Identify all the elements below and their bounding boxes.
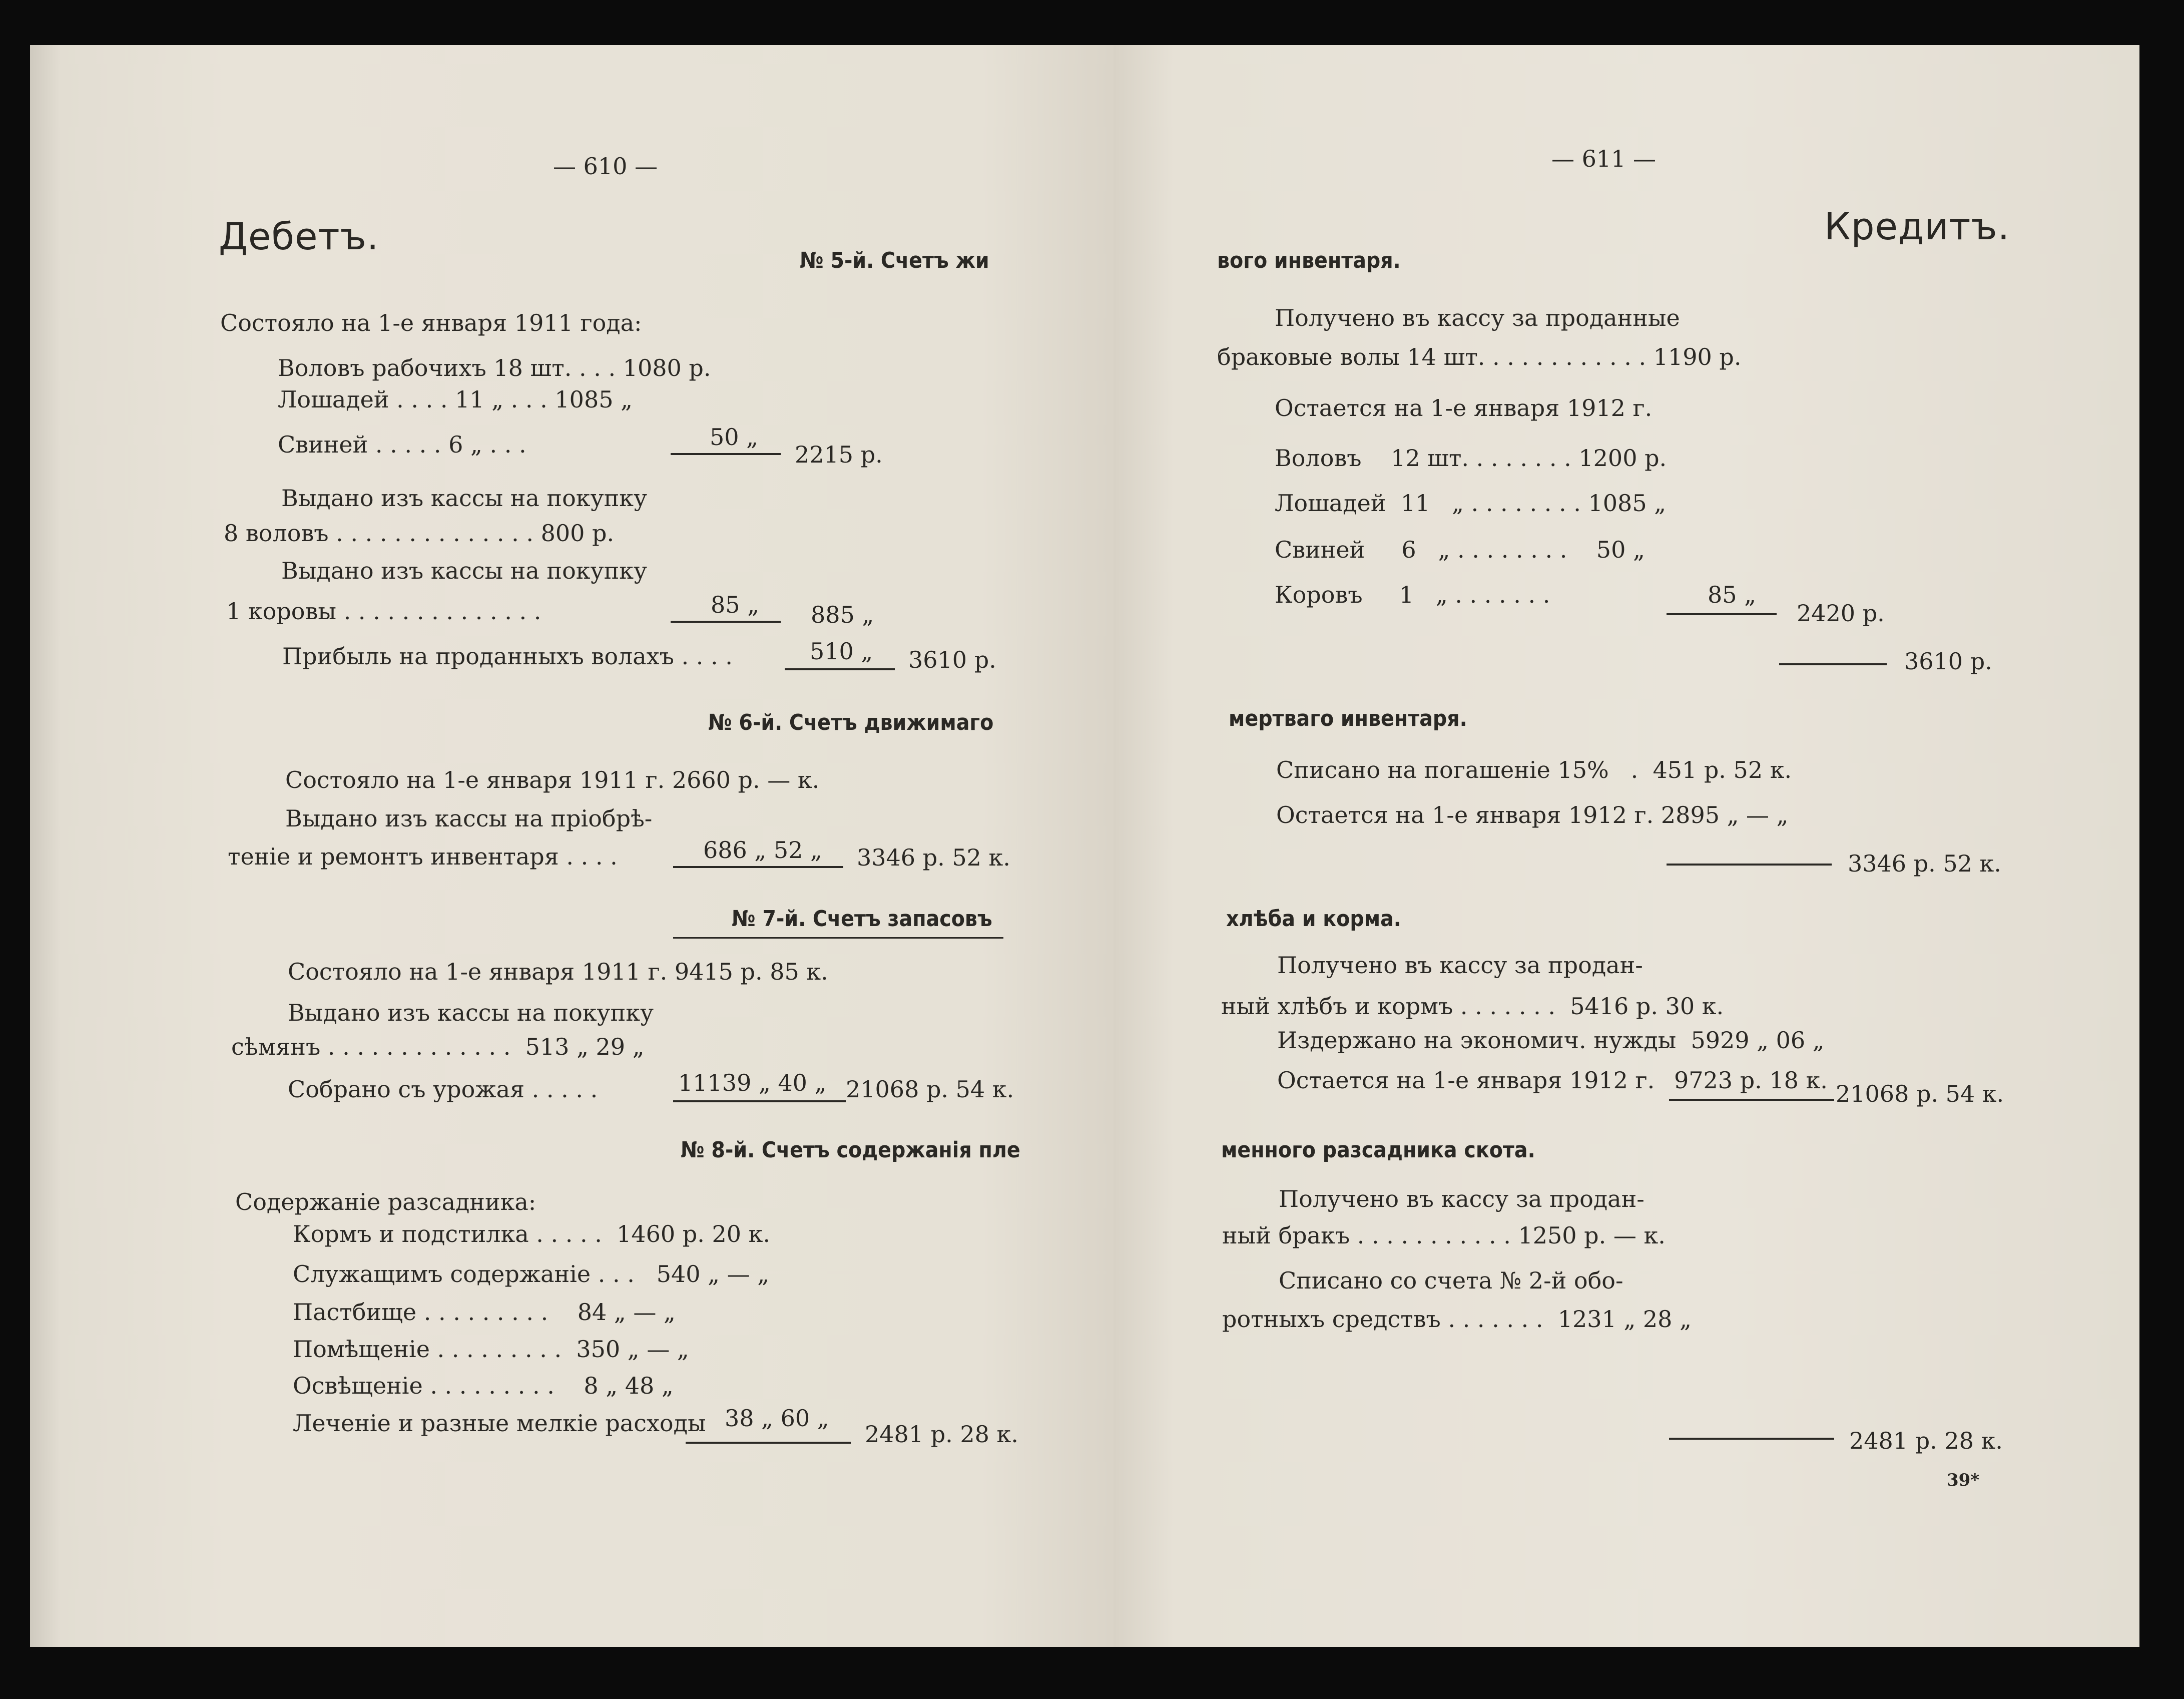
- text-line: ротныхъ средствъ . . . . . . . 1231 „ 28 „: [1222, 1306, 1692, 1333]
- text-line: Собрано съ урожая . . . . .: [288, 1076, 598, 1103]
- total: 3610 р.: [908, 646, 996, 673]
- subtotal-rule: [785, 668, 895, 670]
- account-7-title-cont: хлѣба и корма.: [1226, 906, 1401, 932]
- amount: 11139 „ 40 „: [678, 1069, 827, 1096]
- total-rule: [1779, 663, 1887, 665]
- text-line: Состояло на 1-е января 1911 г. 2660 р. — к.: [285, 766, 820, 793]
- text-line: Выдано изъ кассы на покупку: [281, 485, 648, 512]
- subtotal-rule: [673, 1100, 846, 1102]
- account-6-title-cont: мертваго инвентаря.: [1229, 706, 1467, 731]
- text-line: Воловъ рабочихъ 18 шт. . . . 1080 р.: [278, 354, 711, 381]
- amount: 510 „: [810, 638, 873, 665]
- text-line: Помѣщеніе . . . . . . . . . 350 „ — „: [293, 1336, 689, 1363]
- text-line: Остается на 1-е января 1912 г.: [1277, 1067, 1655, 1094]
- text-line: Кормъ и подстилка . . . . . 1460 р. 20 к.: [293, 1220, 771, 1247]
- right-page: [1114, 45, 2139, 1647]
- text-line: Состояло на 1-е января 1911 г. 9415 р. 85 к.: [288, 958, 828, 985]
- total: 3346 р. 52 к.: [857, 844, 1010, 871]
- total: 3346 р. 52 к.: [1848, 850, 2001, 877]
- text-line: Списано на погашеніе 15% . 451 р. 52 к.: [1276, 756, 1792, 783]
- account-7-title: № 7-й. Счетъ запасовъ: [732, 906, 992, 932]
- text-line: Свиней . . . . . 6 „ . . .: [278, 431, 526, 458]
- credit-heading: Кредитъ.: [1824, 205, 2010, 248]
- text-line: браковые волы 14 шт. . . . . . . . . . . . 1190 р.: [1217, 343, 1742, 370]
- text-line: Получено въ кассу за продан-: [1277, 952, 1643, 979]
- text-line: Получено въ кассу за проданные: [1275, 304, 1680, 331]
- text-line: Коровъ 1 „ . . . . . . .: [1275, 581, 1550, 608]
- page-number-right: — 611 —: [1551, 145, 1657, 172]
- text-line: Состояло на 1-е января 1911 года:: [220, 309, 642, 336]
- text-line: ный хлѣбъ и кормъ . . . . . . . 5416 р. 30 к.: [1221, 993, 1724, 1020]
- text-line: Содержаніе разсадника:: [235, 1188, 536, 1215]
- text-line: Прибыль на проданныхъ волахъ . . . .: [282, 643, 733, 670]
- subtotal-rule: [1669, 1099, 1834, 1101]
- amount: 38 „ 60 „: [725, 1405, 829, 1432]
- text-line: Освѣщеніе . . . . . . . . . 8 „ 48 „: [293, 1372, 674, 1399]
- signature-mark: 39*: [1947, 1470, 1980, 1490]
- text-line: Выдано изъ кассы на пріобрѣ-: [285, 805, 653, 832]
- account-5-title-cont: вого инвентаря.: [1217, 248, 1401, 273]
- page-number-left: — 610 —: [553, 153, 658, 180]
- heading-rule: [673, 937, 1003, 939]
- amount: 686 „ 52 „: [703, 836, 822, 864]
- subtotal-rule: [673, 866, 843, 868]
- subtotal-rule: [671, 453, 781, 455]
- total-rule: [1667, 864, 1832, 866]
- text-line: сѣмянъ . . . . . . . . . . . . . 513 „ 29 „: [231, 1033, 645, 1060]
- text-line: Выдано изъ кассы на покупку: [281, 557, 648, 584]
- text-line: 1 коровы . . . . . . . . . . . . . .: [226, 598, 541, 625]
- text-line: Остается на 1-е января 1912 г. 2895 „ — „: [1276, 801, 1789, 828]
- text-line: 8 воловъ . . . . . . . . . . . . . . 800 р.: [224, 520, 615, 547]
- amount: 85 „: [711, 591, 759, 618]
- total: 21068 р. 54 к.: [846, 1076, 1014, 1103]
- amount: 50 „: [710, 423, 758, 451]
- total: 2481 р. 28 к.: [865, 1421, 1018, 1448]
- account-8-title: № 8-й. Счетъ содержанія пле: [681, 1137, 1020, 1163]
- text-line: Воловъ 12 шт. . . . . . . . 1200 р.: [1275, 445, 1667, 472]
- debit-heading: Дебетъ.: [219, 215, 379, 258]
- text-line: Леченіе и разные мелкіе расходы: [293, 1410, 706, 1437]
- text-line: Списано со счета № 2-й обо-: [1279, 1267, 1623, 1294]
- text-line: Служащимъ содержаніе . . . 540 „ — „: [293, 1260, 770, 1288]
- amount: 85 „: [1708, 581, 1756, 608]
- text-line: Остается на 1-е января 1912 г.: [1275, 394, 1653, 421]
- account-6-title: № 6-й. Счетъ движимаго: [708, 710, 994, 735]
- total: 885 „: [811, 601, 874, 628]
- text-line: Свиней 6 „ . . . . . . . . 50 „: [1275, 536, 1645, 563]
- text-line: теніе и ремонтъ инвентаря . . . .: [228, 843, 618, 870]
- text-line: Выдано изъ кассы на покупку: [288, 999, 654, 1026]
- text-line: Пастбище . . . . . . . . . 84 „ — „: [293, 1299, 676, 1326]
- text-line: Лошадей . . . . 11 „ . . . 1085 „: [278, 386, 633, 413]
- text-line: Лошадей 11 „ . . . . . . . . 1085 „: [1275, 490, 1667, 517]
- text-line: Получено въ кассу за продан-: [1279, 1185, 1645, 1212]
- subtotal-rule: [686, 1442, 851, 1444]
- total: 3610 р.: [1904, 648, 1992, 675]
- amount: 9723 р. 18 к.: [1674, 1067, 1828, 1094]
- account-8-title-cont: менного разсадника скота.: [1221, 1137, 1535, 1163]
- total: 21068 р. 54 к.: [1836, 1080, 2004, 1107]
- subtotal-rule: [671, 621, 781, 623]
- total: 2420 р.: [1797, 600, 1885, 627]
- total: 2215 р.: [795, 441, 883, 468]
- total-rule: [1669, 1438, 1834, 1440]
- text-line: Издержано на экономич. нужды 5929 „ 06 „: [1277, 1027, 1825, 1054]
- account-5-title: № 5-й. Счетъ жи: [800, 248, 989, 273]
- subtotal-rule: [1667, 613, 1777, 615]
- total: 2481 р. 28 к.: [1849, 1427, 2003, 1454]
- text-line: ный бракъ . . . . . . . . . . . 1250 р. — к.: [1222, 1222, 1666, 1249]
